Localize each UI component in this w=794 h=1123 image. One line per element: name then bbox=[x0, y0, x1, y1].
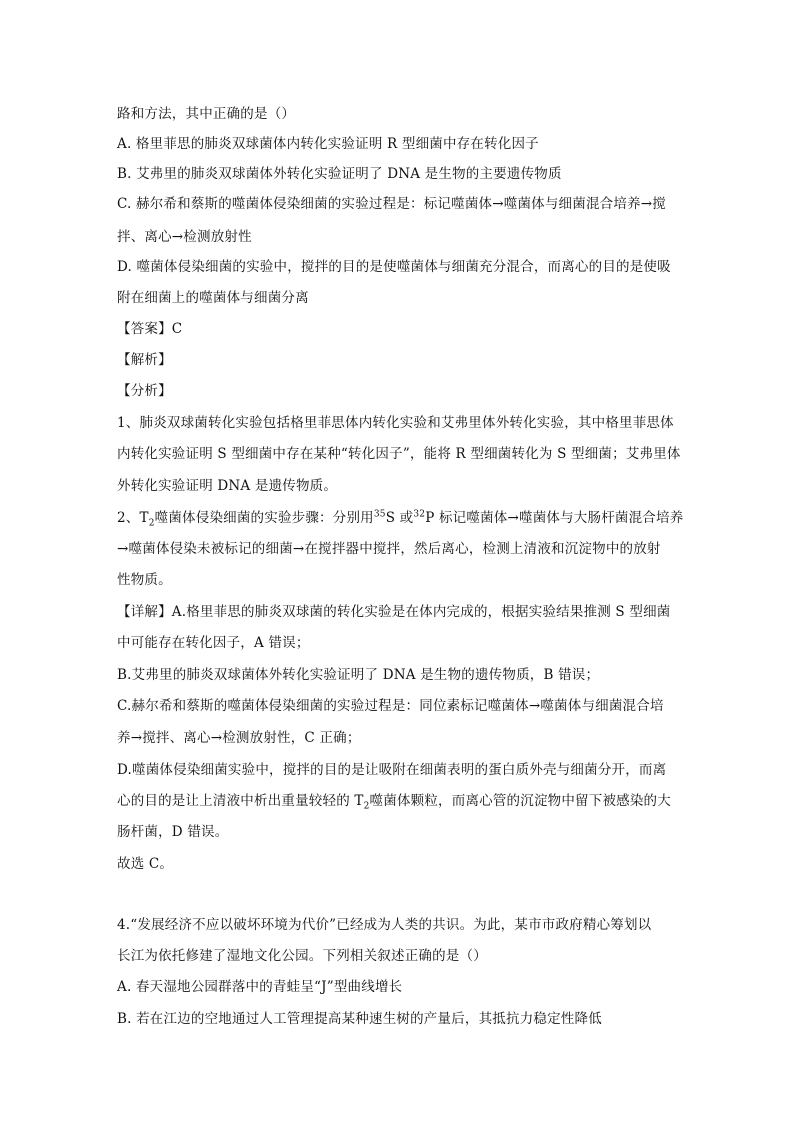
q3-answer: 【答案】C bbox=[117, 321, 183, 337]
q3-option-a: A. 格里菲思的肺炎双球菌体内转化实验证明 R 型细菌中存在转化因子 bbox=[117, 136, 539, 152]
detail-line3: B.艾弗里的肺炎双球菌体外转化实验证明了 DNA 是生物的遗传物质，B 错误； bbox=[117, 667, 600, 683]
detail-line4: C.赫尔希和蔡斯的噬菌体侵染细菌的实验过程是：同位素标记噬菌体→噬菌体与细菌混合培 bbox=[117, 698, 664, 714]
p2-sup-32: 32 bbox=[413, 509, 426, 520]
p2-t2-subscript: 2 bbox=[148, 518, 155, 529]
q3-jiexi-heading: 【解析】 bbox=[117, 352, 172, 368]
detail-line2: 中可能存在转化因子，A 错误； bbox=[117, 635, 310, 651]
detail-line8: 肠杆菌，D 错误。 bbox=[117, 824, 229, 840]
q3-option-b: B. 艾弗里的肺炎双球菌体外转化实验证明了 DNA 是生物的主要遗传物质 bbox=[117, 166, 562, 182]
q4-option-b: B. 若在江边的空地通过人工管理提高某种速生树的产量后，其抵抗力稳定性降低 bbox=[117, 1011, 602, 1027]
q3-stem-tail: 路和方法，其中正确的是（） bbox=[117, 106, 296, 122]
analysis-p2-line1 bbox=[117, 508, 683, 528]
detail7-text-a: 心的目的是让上清液中析出重量较轻的 T bbox=[117, 793, 364, 809]
analysis-p1-line3: 外转化实验证明 DNA 是遗传物质。 bbox=[117, 478, 338, 494]
q3-option-d-line2: 附在细菌上的噬菌体与细菌分离 bbox=[117, 290, 309, 306]
detail-line1: 【详解】A.格里菲思的肺炎双球菌的转化实验是在体内完成的，根据实验结果推测 S 型细菌 bbox=[117, 604, 671, 620]
q3-option-c-line1: C. 赫尔希和蔡斯的噬菌体侵染细菌的实验过程是：标记噬菌体→噬菌体与细菌混合培养→搅 bbox=[117, 196, 666, 212]
p2-sup-35: 35 bbox=[373, 509, 386, 520]
p2-text-a: 噬菌体侵染细菌的实验步骤：分别用 bbox=[154, 510, 374, 526]
p2-text-b: S 或 bbox=[385, 510, 414, 526]
q4-stem-line1: 4.“发展经济不应以破坏环境为代价”已经成为人类的共识。为此，某市市政府精心筹划以 bbox=[117, 917, 652, 933]
q4-stem-line2: 长江为依托修建了湿地文化公园。下列相关叙述正确的是（） bbox=[117, 948, 487, 964]
q4-option-a: A. 春天湿地公园群落中的青蛙呈“J”型曲线增长 bbox=[117, 979, 403, 995]
analysis-p1-line1: 1、肺炎双球菌转化实验包括格里菲思体内转化实验和艾弗里体外转化实验，其中格里菲思体 bbox=[117, 415, 674, 431]
q3-option-c-line2: 拌、离心→检测放射性 bbox=[117, 229, 252, 245]
p2-text-c: P 标记噬菌体→噬菌体与大肠杆菌混合培养 bbox=[425, 510, 684, 526]
analysis-p2-line2: →噬菌体侵染未被标记的细菌→在搅拌器中搅拌，然后离心，检测上清液和沉淀物中的放射 bbox=[117, 541, 661, 557]
analysis-p2-line3: 性物质。 bbox=[117, 572, 172, 588]
analysis-p1-line2: 内转化实验证明 S 型细菌中存在某种“转化因子”，能将 R 型细菌转化为 S 型细菌；艾弗里体 bbox=[117, 446, 681, 462]
detail7-t2-subscript: 2 bbox=[363, 801, 370, 812]
detail7-text-b: 噬菌体颗粒，而离心管的沉淀物中留下被感染的大 bbox=[369, 793, 671, 809]
detail-line5: 养→搅拌、离心→检测放射性，C 正确； bbox=[117, 730, 361, 746]
detail-line6: D.噬菌体侵染细菌实验中，搅拌的目的是让吸附在细菌表明的蛋白质外壳与细菌分开，而离 bbox=[117, 762, 667, 778]
detail-line7 bbox=[117, 791, 671, 811]
q3-option-d-line1: D. 噬菌体侵染细菌的实验中，搅拌的目的是使噬菌体与细菌充分混合，而离心的目的是使吸 bbox=[117, 259, 671, 275]
p2-prefix: 2、T bbox=[117, 510, 149, 526]
q3-fenxi-heading: 【分析】 bbox=[117, 383, 172, 399]
q3-conclusion: 故选 C。 bbox=[117, 856, 174, 872]
